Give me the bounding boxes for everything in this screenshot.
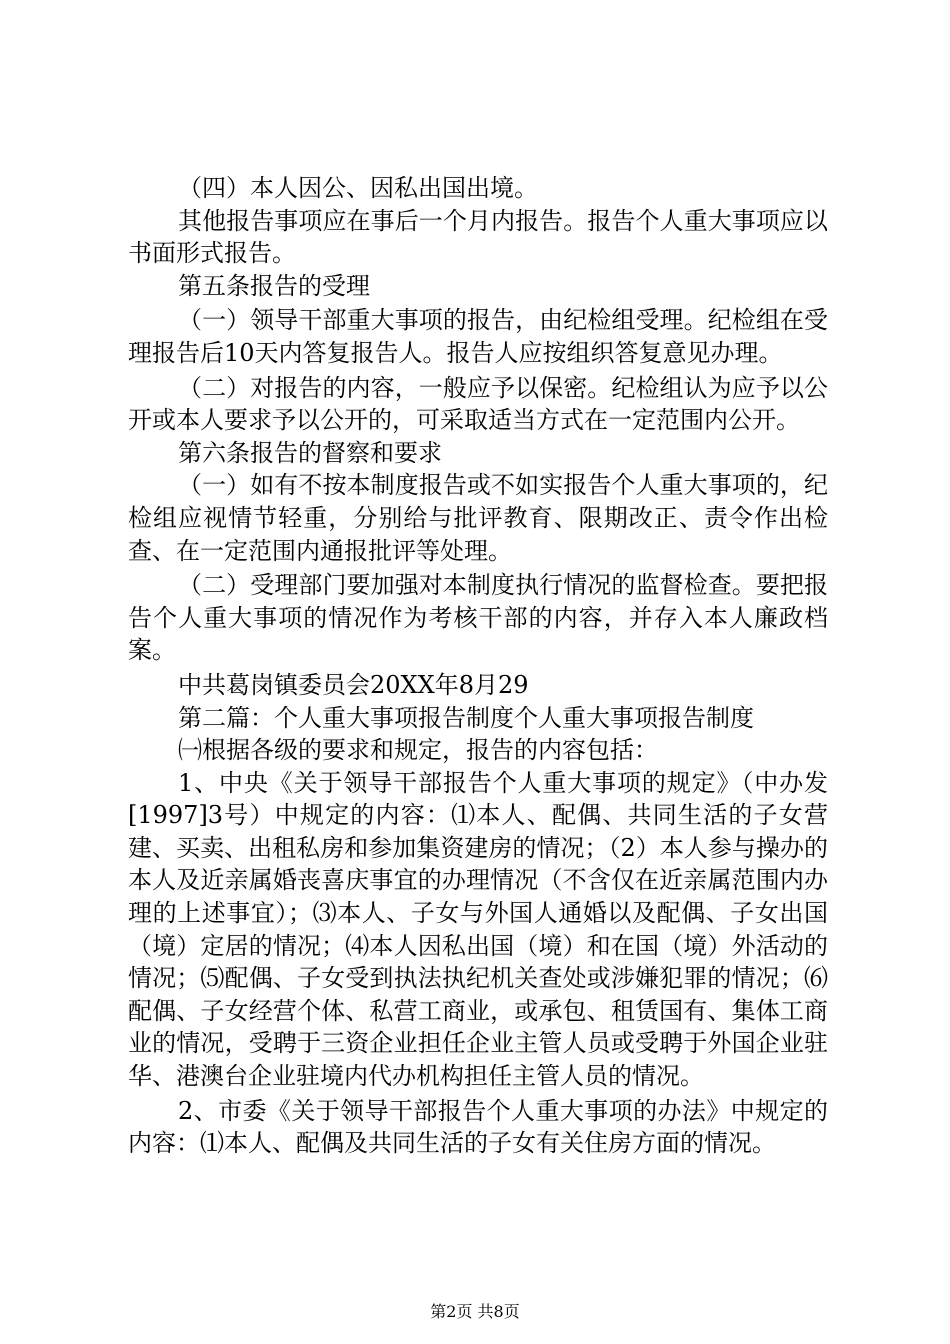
paragraph-article5-item1: （一）领导干部重大事项的报告，由纪检组受理。纪检组在受理报告后10天内答复报告人。报告人应按组织答复意见办理。 [128,306,828,367]
paragraph-article5-item2: （二）对报告的内容，一般应予以保密。纪检组认为应予以公开或本人要求予以公开的，可采取适当方式在一定范围内公开。 [128,373,828,435]
paragraph-report-contents: ㈠根据各级的要求和规定，报告的内容包括： [178,736,658,765]
heading-article6: 第六条报告的督察和要求 [178,438,442,467]
paragraph-article6-item1: （一）如有不按本制度报告或不如实报告个人重大事项的，纪检组应视情节轻重，分别给与批评教育、限期改正、责令作出检查、在一定范围内通报批评等处理。 [128,471,828,565]
paragraph-central-regulation: 1、中央《关于领导干部报告个人重大事项的规定》（中办发[1997]3号）中规定的内容：⑴本人、配偶、共同生活的子女营建、买卖、出租私房和参加集资建房的情况；（2）本人参与操办的本人及近亲属婚丧喜庆事宜的办理情况（不含仅在近亲属范围内办理的上述事宜）；⑶本人、子女与外国人通婚以及配偶、子女出国（境）定居的情况；⑷本人因私出国（境）和在国（境）外活动的情况；⑸配偶、子女受到执法执纪机关查处或涉嫌犯罪的情况；⑹配偶、子女经营个体、私营工商业，或承包、租赁国有、集体工商业的情况，受聘于三资企业担任企业主管人员或受聘于外国企业驻华、港澳台企业驻境内代办机构担任主管人员的情况。 [128,768,828,1091]
paragraph-other-matters: 其他报告事项应在事后一个月内报告。报告个人重大事项应以书面形式报告。 [128,206,828,268]
paragraph-section4-item4: （四）本人因公、因私出国出境。 [178,174,538,202]
heading-article5: 第五条报告的受理 [178,271,370,300]
document-body [128,172,828,1160]
paragraph-article6-item2: （二）受理部门要加强对本制度执行情况的监督检查。要把报告个人重大事项的情况作为考核干部的内容，并存入本人廉政档案。 [128,571,828,665]
heading-part2: 第二篇：个人重大事项报告制度个人重大事项报告制度 [178,703,754,732]
signature-line: 中共葛岗镇委员会20XX年8月29 [178,670,529,699]
paragraph-municipal-regulation: 2、市委《关于领导干部报告个人重大事项的办法》中规定的内容：⑴本人、配偶及共同生活的子女有关住房方面的情况。 [128,1096,828,1158]
page-number-footer: 第2页 共8页 [430,1302,520,1321]
